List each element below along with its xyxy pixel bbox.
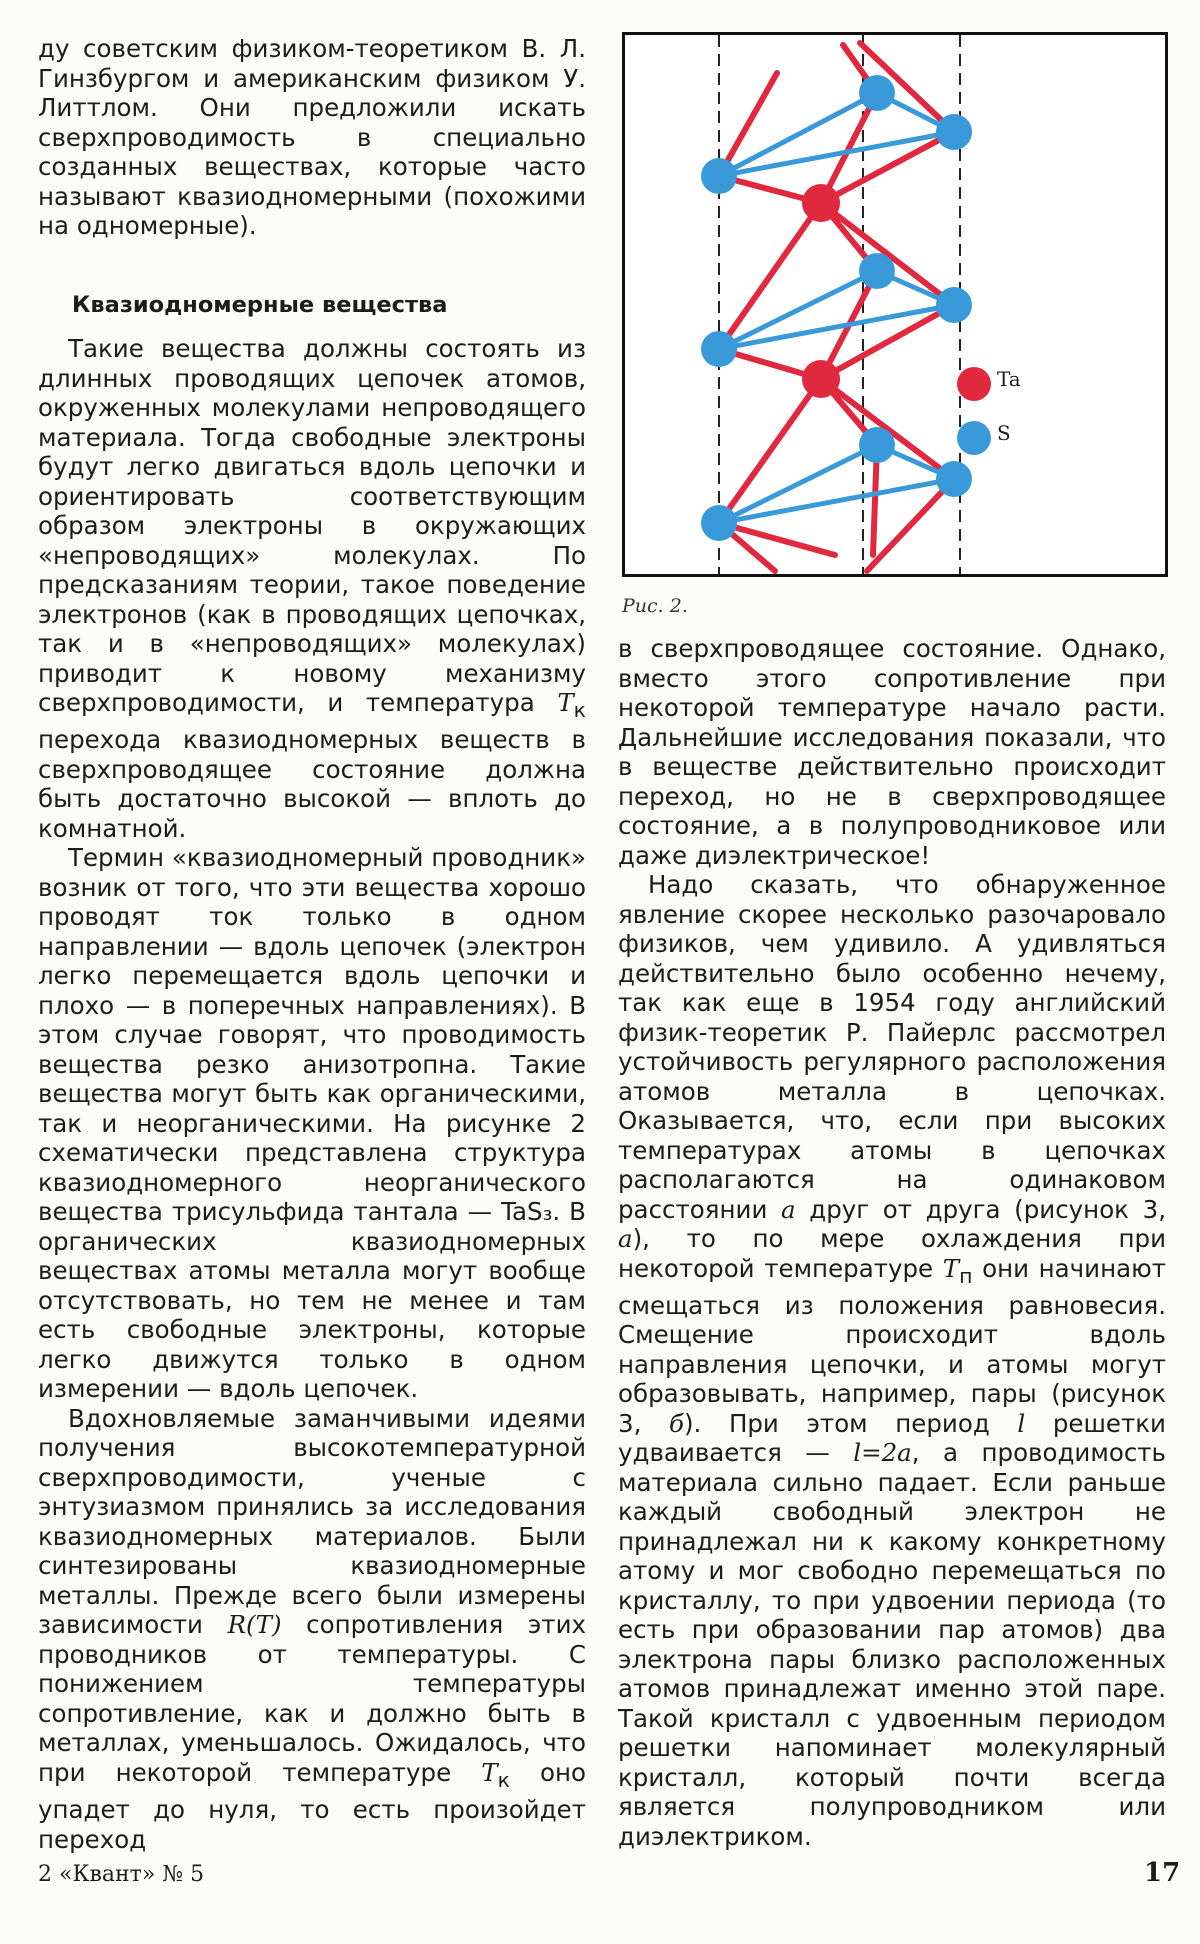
s-atom xyxy=(701,505,737,541)
ta-s-bond xyxy=(719,379,821,523)
s-atom xyxy=(859,427,895,463)
paragraph: в сверхпроводящее состояние. Однако, вместо этого сопротивление при некоторой температуре начало расти. Дальнейшие исследования показали, что в веществе действительно происходит переход, но не в сверхпроводящее состояние, а в полупроводниковое или даже диэлектрическое! xyxy=(618,634,1166,870)
s-atom xyxy=(936,461,972,497)
s-atom xyxy=(936,287,972,323)
paragraph: ду советским физиком-теоретиком В. Л. Гинзбургом и американским физиком У. Литтлом. Они предложили искать сверхпроводимость в специально созданных веществах, которые часто называют квазиодномерными (похожими на одномерные). xyxy=(38,34,586,240)
ta-atom xyxy=(802,184,840,222)
paragraph: Надо сказать, что обнаруженное явление скорее несколько разочаровало физиков, чем удивило. А удивляться действительно было особенно нечему, так как еще в 1954 году английский физик-теоретик Р. Пайерлс рассмотрел устойчивость регулярного расположения атомов металла в цепочках. Оказывается, что, если при высоких температурах атомы в цепочках располагаются на одинаковом расстоянии a друг от друга (рисунок 3, а), то по мере охлаждения при некоторой температуре $T_п$ они начинают смещаться из положения равновесия. Смещение происходит вдоль направления цепочки, и атомы могут образовывать, например, пары (рисунок 3, б). При этом период l решетки удваивается — l=2a, а проводимость материала сильно падает. Если раньше каждый свободный электрон не принадлежал ни к какому конкретному атому и мог свободно перемещаться по кристаллу, то при удвоении периода (то есть при образовании пар атомов) два электрона пары близко расположенных атомов принадлежат именно этой паре. Такой кристалл с удвоенным периодом решетки напоминает молекулярный кристалл, который почти всегда является полупроводником или диэлектриком. xyxy=(618,870,1167,1851)
s-atom xyxy=(859,253,895,289)
legend-s-dot xyxy=(957,421,991,455)
s-atom xyxy=(936,114,972,150)
paragraph: Вдохновляемые заманчивыми идеями получения высокотемпературной сверхпроводимости, ученые с энтузиазмом принялись за исследования квазиодномерных материалов. Были синтезированы квазиодномерные металлы. Прежде всего были измерены зависимости R(T) сопротивления этих проводников от температуры. С понижением температуры сопротивление, как и должно быть в металлах, уменьшалось. Ожидалось, что при некоторой температуре $T_к$ оно упадет до нуля, то есть произойдет переход xyxy=(38,1403,587,1854)
page-number: 17 xyxy=(1144,1858,1181,1888)
paragraph: Термин «квазиодномерный проводник» возник от того, что эти вещества хорошо проводят ток только в одном направлении — вдоль цепочек (электрон легко перемещается вдоль цепочки и плохо — в поперечных направлениях). В этом случае говорят, что проводимость вещества резко анизотропна. Такие вещества могут быть как органическими, так и неорганическими. На рисунке 2 схематически представлена структура квазиодномерного неорганического вещества трисульфида тантала — TaS₃. В органических квазиодномерных веществах атомы металла могут вообще отсутствовать, но тем не менее и там есть свободные электроны, которые легко движутся только в одном измерении — вдоль цепочек. xyxy=(38,843,586,1404)
structure-diagram xyxy=(625,35,1165,574)
left-text-column xyxy=(38,34,586,1854)
legend-label-s: S xyxy=(997,421,1011,445)
s-atom xyxy=(701,331,737,367)
section-heading: Квазиодномерные вещества xyxy=(72,291,448,318)
right-text-column xyxy=(618,634,1166,1851)
legend-label-ta: Ta xyxy=(997,367,1021,391)
ta-atom xyxy=(802,360,840,398)
s-atom xyxy=(859,75,895,111)
s-atom xyxy=(701,158,737,194)
figure-caption: Рис. 2. xyxy=(622,595,688,617)
ta-s-bond xyxy=(719,203,821,349)
paragraph: Такие вещества должны состоять из длинных проводящих цепочек атомов, окруженных молекулами непроводящего материала. Тогда свободные электроны будут легко двигаться вдоль цепочки и ориентировать соответствующим образом электроны в окружающих «непроводящих» молекулах. По предсказаниям теории, такое поведение электронов (как в проводящих цепочках, так и в «непроводящих» молекулах) приводит к новому механизму сверхпроводимости, и температура $T_к$ перехода квазиодномерных веществ в сверхпроводящее состояние должна быть достаточно высокой — вплоть до комнатной. xyxy=(38,334,586,843)
figure-tas3-structure xyxy=(622,32,1168,577)
legend-ta-dot xyxy=(957,367,991,401)
s-s-bond xyxy=(719,445,877,523)
footer-issue: 2 «Квант» № 5 xyxy=(38,1862,205,1887)
